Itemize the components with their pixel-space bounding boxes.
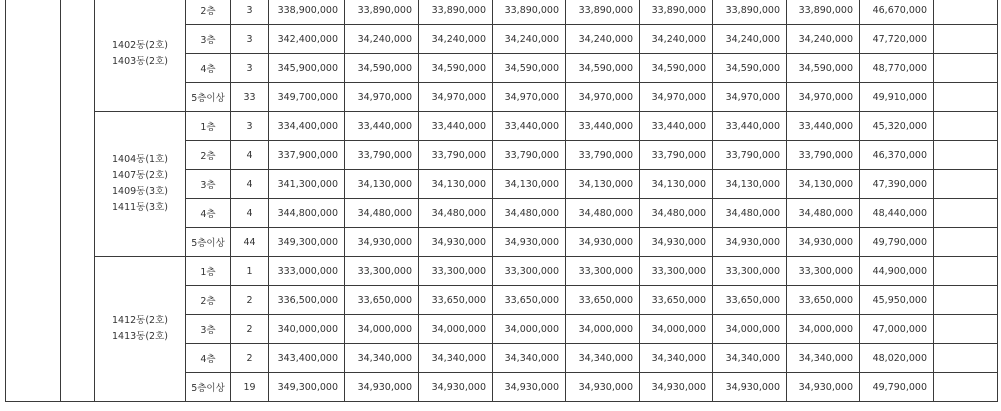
empty-col-b (61, 0, 95, 402)
price-cell: 34,970,000 (787, 83, 860, 112)
building-group-cell (95, 112, 186, 257)
price-cell: 33,300,000 (345, 257, 419, 286)
price-cell: 34,130,000 (345, 170, 419, 199)
price-cell: 48,440,000 (860, 199, 934, 228)
price-cell: 33,440,000 (566, 112, 640, 141)
total-price-cell: 343,400,000 (269, 344, 345, 373)
price-cell: 34,000,000 (419, 315, 493, 344)
total-price-cell: 349,300,000 (269, 373, 345, 402)
price-cell: 44,900,000 (860, 257, 934, 286)
price-cell: 34,130,000 (640, 170, 713, 199)
price-cell: 33,790,000 (493, 141, 566, 170)
price-cell: 46,670,000 (860, 0, 934, 25)
price-cell: 33,440,000 (640, 112, 713, 141)
building-group-cell (95, 257, 186, 402)
price-cell: 33,300,000 (640, 257, 713, 286)
price-cell: 34,240,000 (345, 25, 419, 54)
total-price-cell: 345,900,000 (269, 54, 345, 83)
price-cell: 34,930,000 (640, 373, 713, 402)
total-price-cell: 336,500,000 (269, 286, 345, 315)
price-cell: 34,340,000 (640, 344, 713, 373)
price-cell: 47,720,000 (860, 25, 934, 54)
price-cell: 34,930,000 (713, 373, 787, 402)
price-cell: 34,930,000 (345, 228, 419, 257)
floor-cell: 5층이상 (186, 228, 231, 257)
price-cell: 34,130,000 (713, 170, 787, 199)
price-cell: 34,970,000 (419, 83, 493, 112)
price-cell: 34,930,000 (787, 228, 860, 257)
unit-count-cell: 4 (231, 199, 269, 228)
price-cell: 33,650,000 (419, 286, 493, 315)
price-cell: 34,970,000 (566, 83, 640, 112)
building-label: 1402동(2호) (112, 39, 168, 51)
price-cell: 33,650,000 (640, 286, 713, 315)
floor-cell: 3층 (186, 25, 231, 54)
price-cell: 34,240,000 (419, 25, 493, 54)
price-cell: 34,930,000 (419, 228, 493, 257)
floor-cell: 1층 (186, 112, 231, 141)
building-group-cell (95, 0, 186, 112)
price-cell: 34,590,000 (493, 54, 566, 83)
price-cell: 34,000,000 (640, 315, 713, 344)
total-price-cell: 334,400,000 (269, 112, 345, 141)
total-price-cell: 344,800,000 (269, 199, 345, 228)
price-cell: 33,790,000 (640, 141, 713, 170)
price-cell: 33,440,000 (345, 112, 419, 141)
price-cell: 33,790,000 (713, 141, 787, 170)
price-cell: 34,000,000 (493, 315, 566, 344)
empty-trailing-cell (934, 0, 998, 25)
empty-trailing-cell (934, 344, 998, 373)
floor-cell: 4층 (186, 199, 231, 228)
price-cell: 33,650,000 (345, 286, 419, 315)
price-cell: 34,590,000 (566, 54, 640, 83)
total-price-cell: 338,900,000 (269, 0, 345, 25)
floor-cell: 3층 (186, 315, 231, 344)
unit-count-cell: 4 (231, 141, 269, 170)
price-cell: 48,770,000 (860, 54, 934, 83)
price-cell: 33,650,000 (566, 286, 640, 315)
price-cell: 34,000,000 (566, 315, 640, 344)
empty-trailing-cell (934, 141, 998, 170)
empty-trailing-cell (934, 54, 998, 83)
building-label: 1407동(2호) (112, 170, 168, 181)
price-cell: 33,890,000 (345, 0, 419, 25)
empty-trailing-cell (934, 112, 998, 141)
price-table (5, 0, 998, 402)
price-cell: 34,000,000 (345, 315, 419, 344)
unit-count-cell: 2 (231, 286, 269, 315)
floor-cell: 4층 (186, 344, 231, 373)
price-cell: 34,480,000 (713, 199, 787, 228)
price-cell: 34,130,000 (493, 170, 566, 199)
floor-cell: 4층 (186, 54, 231, 83)
price-cell: 34,930,000 (345, 373, 419, 402)
price-cell: 34,340,000 (787, 344, 860, 373)
price-cell: 33,790,000 (787, 141, 860, 170)
price-cell: 34,240,000 (493, 25, 566, 54)
price-cell: 49,790,000 (860, 373, 934, 402)
price-cell: 34,930,000 (787, 373, 860, 402)
price-cell: 34,340,000 (493, 344, 566, 373)
price-cell: 46,370,000 (860, 141, 934, 170)
price-cell: 33,440,000 (713, 112, 787, 141)
price-cell: 33,300,000 (493, 257, 566, 286)
floor-cell: 2층 (186, 286, 231, 315)
empty-trailing-cell (934, 83, 998, 112)
unit-count-cell: 1 (231, 257, 269, 286)
price-cell: 34,480,000 (640, 199, 713, 228)
building-label: 1413동(2호) (112, 331, 168, 342)
price-cell: 33,650,000 (787, 286, 860, 315)
price-cell: 49,910,000 (860, 83, 934, 112)
price-cell: 34,240,000 (566, 25, 640, 54)
table-row (6, 112, 998, 141)
price-cell: 34,130,000 (566, 170, 640, 199)
unit-count-cell: 44 (231, 228, 269, 257)
price-cell: 33,300,000 (566, 257, 640, 286)
price-cell: 33,440,000 (493, 112, 566, 141)
price-cell: 34,970,000 (345, 83, 419, 112)
price-cell: 34,340,000 (713, 344, 787, 373)
price-cell: 33,890,000 (566, 0, 640, 25)
floor-cell: 3층 (186, 170, 231, 199)
building-label: 1411동(3호) (112, 202, 168, 213)
price-cell: 34,930,000 (419, 373, 493, 402)
price-cell: 47,000,000 (860, 315, 934, 344)
floor-cell: 5층이상 (186, 83, 231, 112)
price-cell: 34,480,000 (787, 199, 860, 228)
building-label: 1412동(2호) (112, 315, 168, 326)
price-cell: 34,930,000 (566, 228, 640, 257)
empty-col-a (6, 0, 61, 402)
price-cell: 34,240,000 (640, 25, 713, 54)
price-cell: 34,480,000 (566, 199, 640, 228)
price-cell: 34,480,000 (345, 199, 419, 228)
price-cell: 45,320,000 (860, 112, 934, 141)
empty-trailing-cell (934, 257, 998, 286)
total-price-cell: 333,000,000 (269, 257, 345, 286)
building-label: 1403동(2호) (112, 55, 168, 67)
price-cell: 33,440,000 (419, 112, 493, 141)
price-cell: 33,890,000 (493, 0, 566, 25)
price-cell: 34,590,000 (345, 54, 419, 83)
building-label: 1404동(1호) (112, 154, 168, 165)
unit-count-cell: 2 (231, 344, 269, 373)
price-cell: 34,130,000 (787, 170, 860, 199)
price-cell: 34,930,000 (493, 373, 566, 402)
price-cell: 34,590,000 (640, 54, 713, 83)
unit-count-cell: 19 (231, 373, 269, 402)
empty-trailing-cell (934, 228, 998, 257)
empty-trailing-cell (934, 286, 998, 315)
price-cell: 33,300,000 (787, 257, 860, 286)
price-cell: 34,930,000 (566, 373, 640, 402)
price-cell: 34,930,000 (493, 228, 566, 257)
total-price-cell: 341,300,000 (269, 170, 345, 199)
unit-count-cell: 3 (231, 0, 269, 25)
empty-trailing-cell (934, 199, 998, 228)
total-price-cell: 349,700,000 (269, 83, 345, 112)
price-cell: 34,130,000 (419, 170, 493, 199)
total-price-cell: 342,400,000 (269, 25, 345, 54)
price-cell: 33,790,000 (345, 141, 419, 170)
floor-cell: 1층 (186, 257, 231, 286)
floor-cell: 2층 (186, 141, 231, 170)
price-cell: 45,950,000 (860, 286, 934, 315)
price-cell: 33,650,000 (713, 286, 787, 315)
table-row (6, 257, 998, 286)
floor-cell: 2층 (186, 0, 231, 25)
price-cell: 33,300,000 (713, 257, 787, 286)
price-cell: 34,590,000 (713, 54, 787, 83)
price-cell: 48,020,000 (860, 344, 934, 373)
unit-count-cell: 2 (231, 315, 269, 344)
price-cell: 49,790,000 (860, 228, 934, 257)
unit-count-cell: 4 (231, 170, 269, 199)
price-cell: 34,970,000 (640, 83, 713, 112)
price-cell: 34,930,000 (640, 228, 713, 257)
price-cell: 33,890,000 (713, 0, 787, 25)
price-table-body (6, 0, 998, 402)
price-cell: 34,340,000 (345, 344, 419, 373)
price-cell: 34,240,000 (787, 25, 860, 54)
price-cell: 33,890,000 (640, 0, 713, 25)
price-cell: 34,240,000 (713, 25, 787, 54)
price-cell: 34,930,000 (713, 228, 787, 257)
empty-trailing-cell (934, 373, 998, 402)
price-cell: 34,340,000 (566, 344, 640, 373)
price-cell: 33,790,000 (566, 141, 640, 170)
price-cell: 33,890,000 (787, 0, 860, 25)
unit-count-cell: 3 (231, 54, 269, 83)
total-price-cell: 337,900,000 (269, 141, 345, 170)
price-cell: 34,480,000 (493, 199, 566, 228)
price-cell: 33,650,000 (493, 286, 566, 315)
total-price-cell: 340,000,000 (269, 315, 345, 344)
price-cell: 34,000,000 (787, 315, 860, 344)
price-cell: 34,000,000 (713, 315, 787, 344)
price-cell: 33,890,000 (419, 0, 493, 25)
building-label: 1409동(3호) (112, 186, 168, 197)
empty-trailing-cell (934, 170, 998, 199)
unit-count-cell: 3 (231, 25, 269, 54)
unit-count-cell: 3 (231, 112, 269, 141)
price-cell: 34,340,000 (419, 344, 493, 373)
table-row (6, 0, 998, 25)
price-cell: 34,480,000 (419, 199, 493, 228)
price-cell: 34,970,000 (493, 83, 566, 112)
price-cell: 34,970,000 (713, 83, 787, 112)
price-cell: 47,390,000 (860, 170, 934, 199)
price-cell: 34,590,000 (787, 54, 860, 83)
price-cell: 34,590,000 (419, 54, 493, 83)
total-price-cell: 349,300,000 (269, 228, 345, 257)
price-cell: 33,300,000 (419, 257, 493, 286)
floor-cell: 5층이상 (186, 373, 231, 402)
unit-count-cell: 33 (231, 83, 269, 112)
empty-trailing-cell (934, 25, 998, 54)
empty-trailing-cell (934, 315, 998, 344)
price-cell: 33,440,000 (787, 112, 860, 141)
price-cell: 33,790,000 (419, 141, 493, 170)
